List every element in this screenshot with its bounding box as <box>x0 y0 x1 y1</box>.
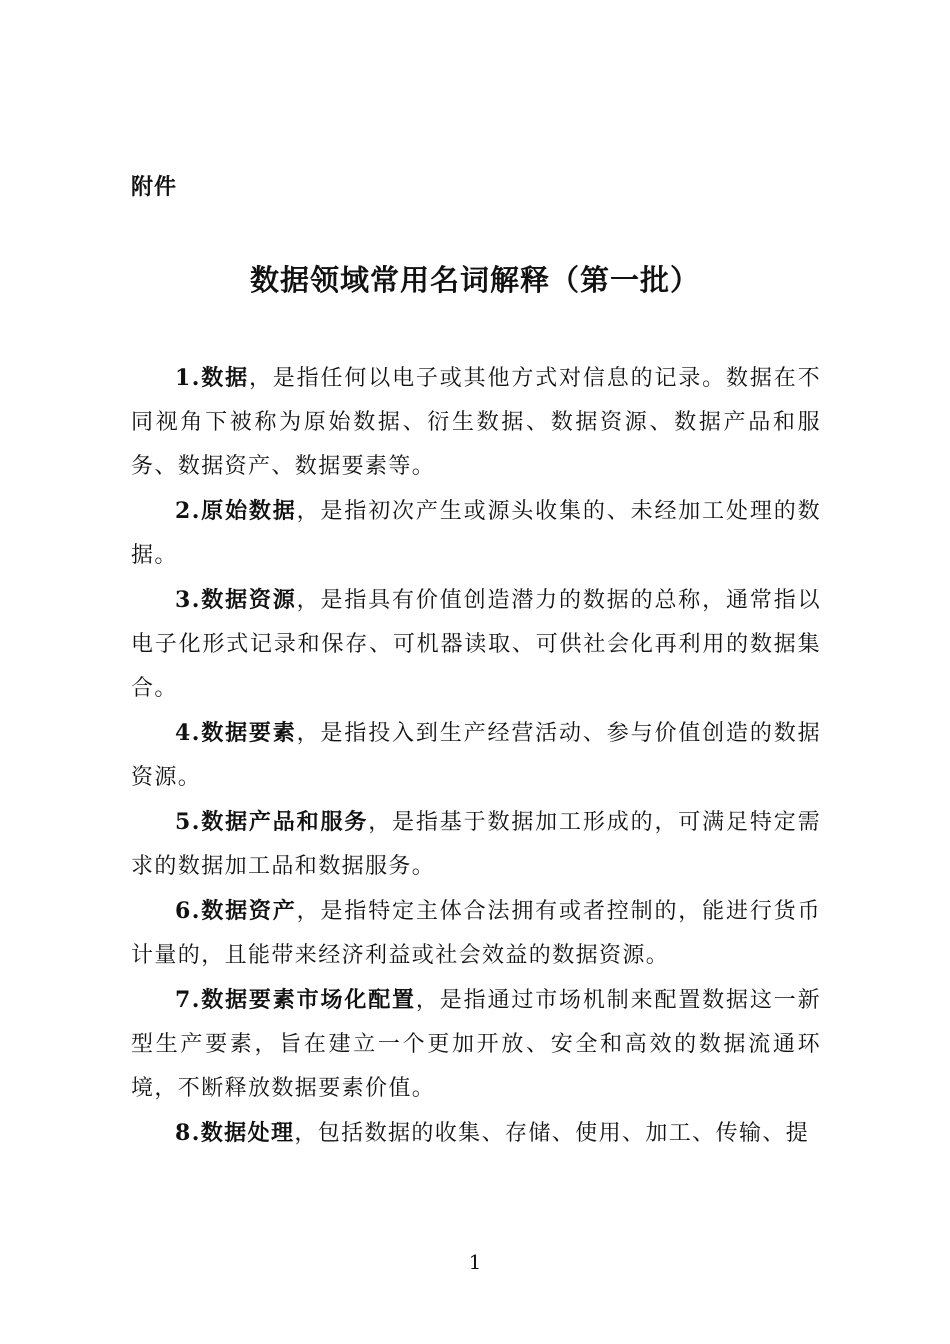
document-body <box>131 356 821 1156</box>
definition-text: ，是指任何以电子或其他方式对信息的记录。数据在不同视角下被称为原始数据、衍生数据、数据资源、数据产品和服务、数据资产、数据要素等。 <box>131 366 821 479</box>
definition-entry <box>131 1111 821 1156</box>
definition-entry <box>131 889 821 978</box>
attachment-label: 附件 <box>131 175 178 200</box>
definition-term: 2.原始数据 <box>175 498 297 524</box>
definition-entry <box>131 711 821 800</box>
definition-text: ，包括数据的收集、存储、使用、加工、传输、提 <box>294 1121 810 1146</box>
definition-text: ，是指基于数据加工形成的，可满足特定需求的数据加工品和数据服务。 <box>131 810 821 879</box>
definition-entry <box>131 489 821 578</box>
definition-text: ，是指投入到生产经营活动、参与价值创造的数据资源。 <box>131 721 821 790</box>
page-number: 1 <box>468 1250 482 1274</box>
definition-term: 3.数据资源 <box>175 587 297 613</box>
definition-text: ，是指初次产生或源头收集的、未经加工处理的数据。 <box>131 499 821 568</box>
definition-term: 5.数据产品和服务 <box>175 809 369 835</box>
definition-term: 6.数据资产 <box>175 898 297 924</box>
definition-term: 8.数据处理 <box>175 1120 295 1146</box>
definition-term: 7.数据要素市场化配置 <box>175 987 416 1013</box>
definition-text: ，是指通过市场机制来配置数据这一新型生产要素，旨在建立一个更加开放、安全和高效的数据流通环境，不断释放数据要素价值。 <box>131 988 821 1101</box>
definition-entry <box>131 800 821 889</box>
document-title: 数据领域常用名词解释（第一批） <box>249 263 700 297</box>
definition-term: 4.数据要素 <box>175 720 297 746</box>
definition-entry <box>131 356 821 489</box>
definition-entry <box>131 578 821 711</box>
definition-text: ，是指特定主体合法拥有或者控制的，能进行货币计量的，且能带来经济利益或社会效益的数据资源。 <box>131 899 821 968</box>
definition-entry <box>131 978 821 1111</box>
definition-text: ，是指具有价值创造潜力的数据的总称，通常指以电子化形式记录和保存、可机器读取、可供社会化再利用的数据集合。 <box>131 588 821 701</box>
definition-term: 1.数据 <box>175 365 249 391</box>
